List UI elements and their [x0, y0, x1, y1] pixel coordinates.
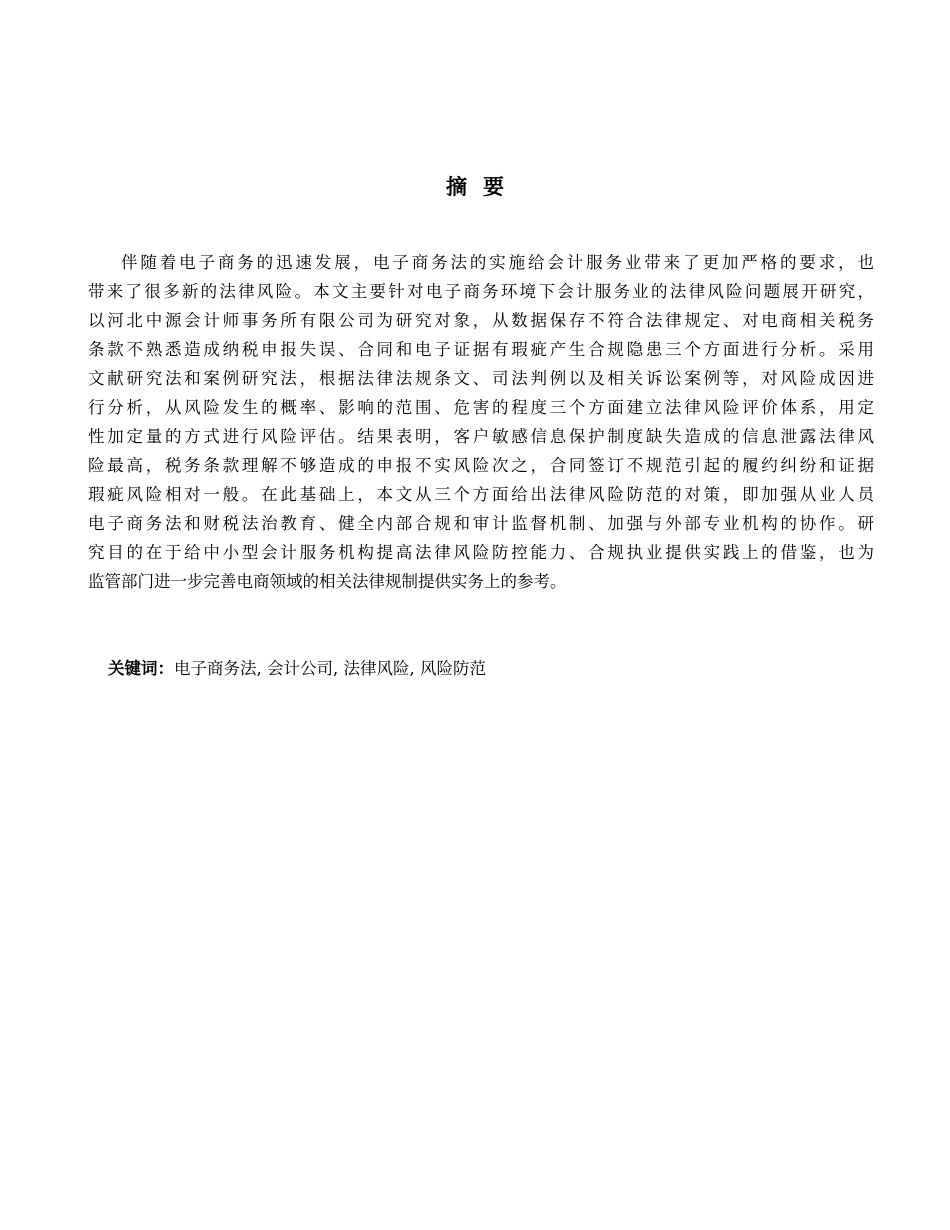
abstract-line: 瑕疵风险相对一般。在此基础上，本文从三个方面给出法律风险防范的对策，即加强从业人员	[88, 485, 874, 504]
abstract-line: 条款不熟悉造成纳税申报失误、合同和电子证据有瑕疵产生合规隐患三个方面进行分析。采用	[88, 340, 874, 359]
abstract-body	[88, 248, 874, 596]
abstract-line: 究目的在于给中小型会计服务机构提高法律风险防控能力、合规执业提供实践上的借鉴，也为	[88, 543, 874, 562]
abstract-line: 伴随着电子商务的迅速发展，电子商务法的实施给会计服务业带来了更加严格的要求，也	[121, 253, 874, 272]
abstract-line: 行分析，从风险发生的概率、影响的范围、危害的程度三个方面建立法律风险评价体系，用定	[88, 398, 874, 417]
keywords-label: 关键词：	[108, 659, 174, 678]
abstract-line: 监管部门进一步完善电商领域的相关法律规制提供实务上的参考。	[88, 572, 567, 591]
keywords-value: 电子商务法, 会计公司, 法律风险, 风险防范	[174, 659, 486, 678]
abstract-line: 带来了很多新的法律风险。本文主要针对电子商务环境下会计服务业的法律风险问题展开研究，	[88, 282, 874, 301]
abstract-title: 摘要	[446, 175, 520, 199]
keywords	[108, 654, 486, 683]
abstract-line: 险最高，税务条款理解不够造成的申报不实风险次之，合同签订不规范引起的履约纠纷和证据	[88, 456, 874, 475]
abstract-line: 性加定量的方式进行风险评估。结果表明，客户敏感信息保护制度缺失造成的信息泄露法律风	[88, 427, 874, 446]
abstract-line: 文献研究法和案例研究法，根据法律法规条文、司法判例以及相关诉讼案例等，对风险成因进	[88, 369, 874, 388]
abstract-line: 电子商务法和财税法治教育、健全内部合规和审计监督机制、加强与外部专业机构的协作。研	[88, 514, 874, 533]
abstract-line: 以河北中源会计师事务所有限公司为研究对象，从数据保存不符合法律规定、对电商相关税务	[88, 311, 874, 330]
